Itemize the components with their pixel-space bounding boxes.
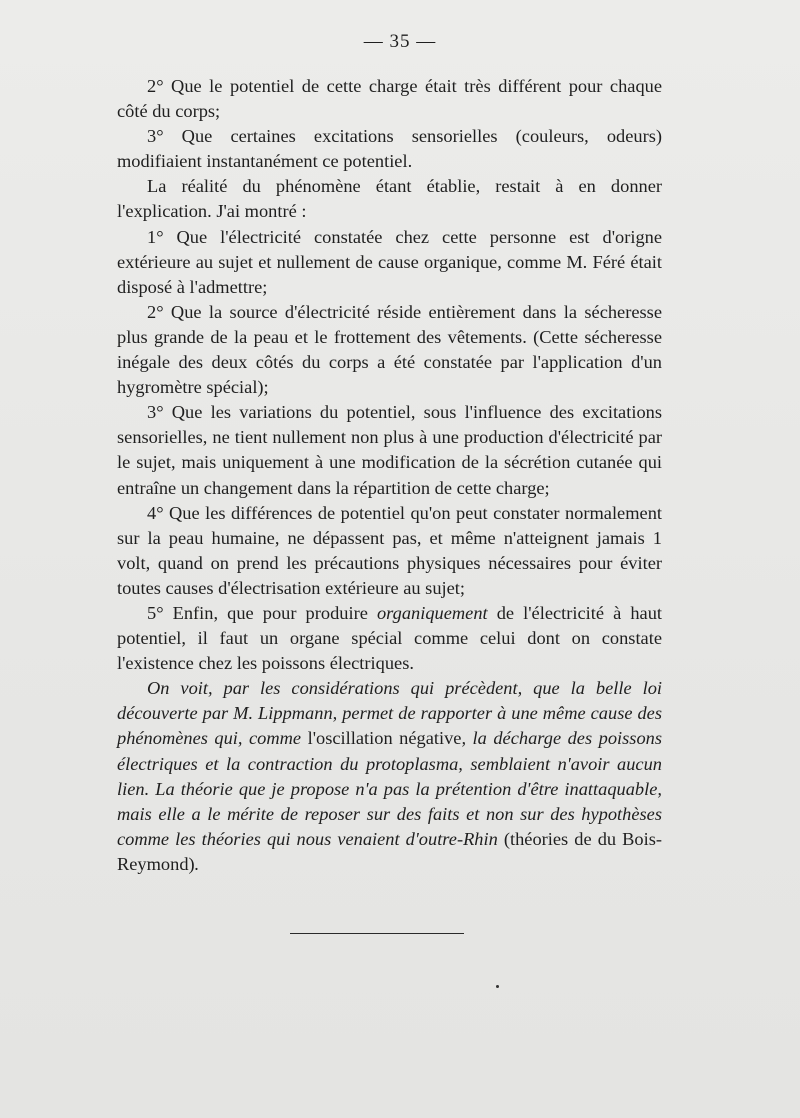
conclusion-paragraph [117,676,662,877]
conclusion-part-3: . [194,853,200,874]
paragraph-7: 4° Que les différences de potentiel qu'on peut constater normalement sur la peau humaine, ne dépassent pas, et même n'atteignent jamais 1 volt, quand on prend les précautions physiques nécessaires pour éviter toutes causes d'électrisation extérieure au sujet; [117,502,662,598]
conclusion-term-bois-reymond: (théories de du Bois-Reymond) [117,828,663,874]
paragraph-8-end: de l'électricité à haut potentiel, il faut un organe spécial comme celui dont on constate l'existence chez les poissons électriques. [117,602,663,674]
print-speck [496,985,499,988]
paragraph-8-start: 5° Enfin, que pour produire [147,602,377,623]
paragraph-3: La réalité du phénomène étant établie, restait à en donner l'explication. J'ai montré : [117,176,662,222]
paragraph-4: 1° Que l'électricité constatée chez cette personne est d'origne extérieure au sujet et nullement de cause organique, comme M. Féré était disposé à l'admettre; [117,226,662,297]
conclusion-part-2: , la décharge des poissons électriques et la contraction du protoplasma, semblaient n'avoir aucun lien. La théorie que je propose n'a pas la prétention d'être inattaquable, mais elle a le mérite de reposer sur des faits et non sur des hypothèses comme les théories qui nous venaient d'outre-Rhin [117,728,662,849]
paragraph-8 [117,601,662,676]
emphasis-organiquement: organiquement [376,602,488,623]
page-number: — 35 — [363,31,437,52]
conclusion-part-1: On voit, par les considérations qui précèdent, que la belle loi découverte par M. Lippmann, permet de rapporter à une même cause des phénomènes qui, comme [117,678,662,749]
body-text [117,74,662,877]
paragraph-1: 2° Que le potentiel de cette charge était très différent pour chaque côté du corps; [117,76,662,122]
conclusion-term-oscillation: l'oscillation négative [307,728,462,749]
paragraph-5: 2° Que la source d'électricité réside entièrement dans la sécheresse plus grande de la peau et le frottement des vêtements. (Cette sécheresse inégale des deux côtés du corps a été constatée par l'application d'un hygromètre spécial); [117,301,662,398]
paragraph-2: 3° Que certaines excitations sensorielles (couleurs, odeurs) modifiaient instantanément ce potentiel. [117,126,662,172]
end-rule [290,933,464,934]
paragraph-6: 3° Que les variations du potentiel, sous l'influence des excitations sensorielles, ne tient nullement non plus à une production d'électricité par le sujet, mais uniquement à une modification de la sécrétion cutanée qui entraîne un changement dans la répartition de cette charge; [117,402,662,498]
